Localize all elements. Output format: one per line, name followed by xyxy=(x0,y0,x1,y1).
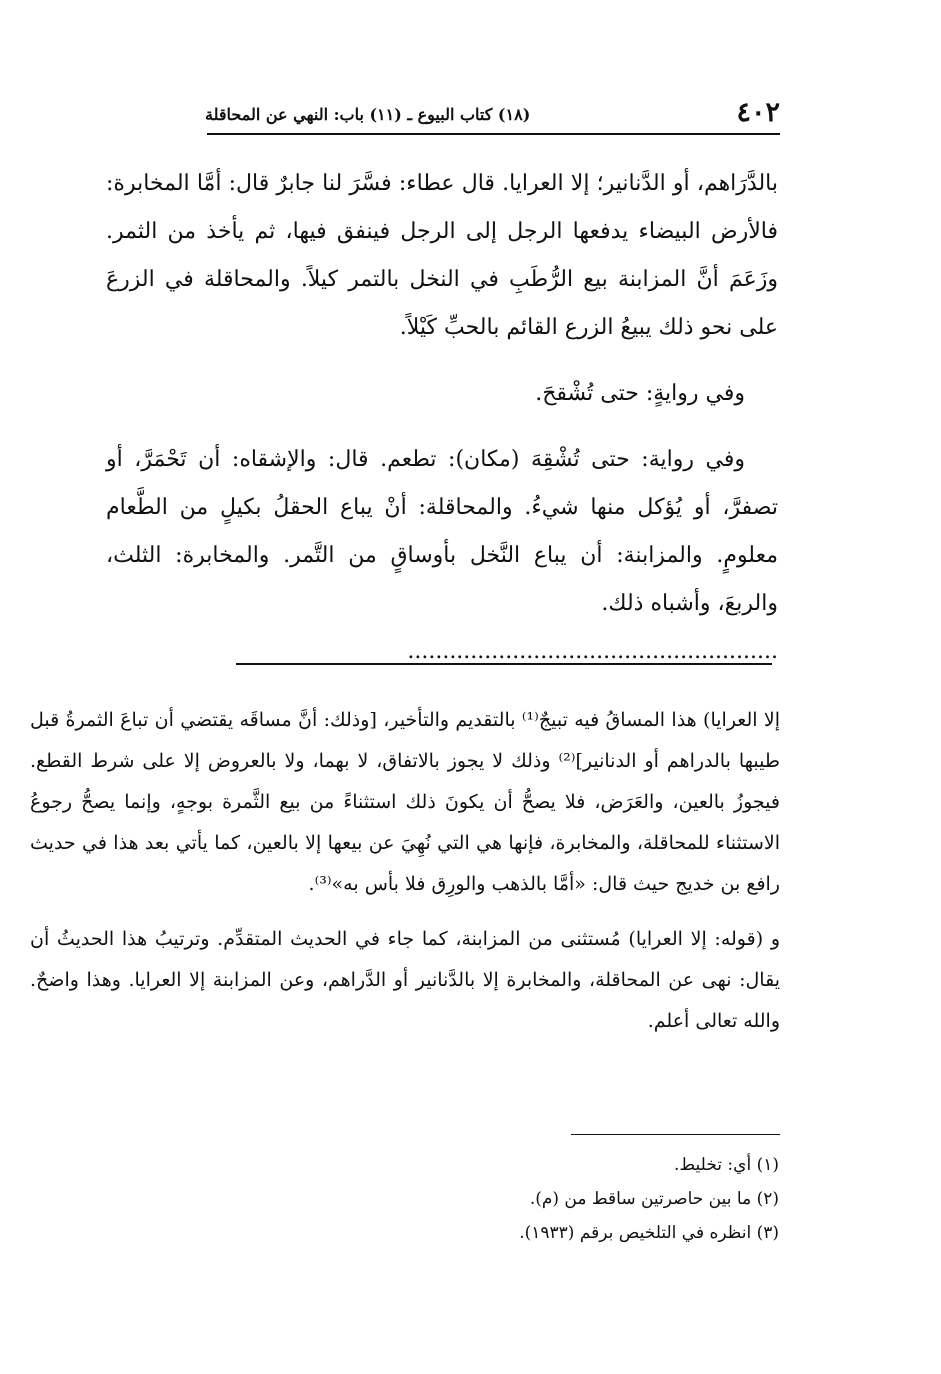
running-title: (١٨) كتاب البيوع ـ (١١) باب: النهي عن المحاقلة xyxy=(205,105,531,124)
footnotes xyxy=(179,1148,779,1250)
hadith-paragraph-2: وفي روايةٍ: حتى تُشْقحَ. xyxy=(535,381,745,406)
header-rule xyxy=(207,133,780,135)
footnote-2: (٢) ما بين حاصرتين ساقط من (م). xyxy=(529,1189,779,1209)
ellipsis-dots: ..................................................... xyxy=(407,639,778,664)
hadith-text xyxy=(106,160,778,676)
footnote-3: (٣) انظره في التلخيص برقم (١٩٣٣). xyxy=(519,1223,779,1243)
hadith-paragraph-1: بالدَّرَاهم، أو الدَّنانير؛ إلا العرايا. قال عطاء: فسَّرَ لنا جابرٌ قال: أمَّا المخابرة: فالأرض البيضاء يدفعها الرجل إلى الرجل فينفق فيها، ثم يأخذ من الثمر. وزَعَمَ أنَّ المزابنة بيع الرُّطَبِ في النخل بالتمر كيلاً. والمحاقلة في الزرعَ على نحو ذلك يبيعُ الزرع القائم بالحبِّ كَيْلاً. xyxy=(106,171,778,340)
commentary-paragraph-2: و (قوله: إلا العرايا) مُستثنى من المزابنة، كما جاء في الحديث المتقدِّم. وترتيبُ هذا الحديثُ أن يقال: نهى عن المحاقلة، والمخابرة إلا بالدَّنانير أو الدَّراهم، وعن المزابنة إلا العرايا. وهذا واضحٌ. والله تعالى أعلم. xyxy=(30,928,780,1032)
hadith-paragraph-3: وفي رواية: حتى تُشْقِهَ (مكان): تطعم. قال: والإشقاه: أن تَحْمَرَّ، أو تصفرَّ، أو يُؤكل منها شيءُ. والمحاقلة: أنْ يباع الحقلُ بكيلٍ من الطَّعام معلومٍ. والمزابنة: أن يباع النَّخل بأوساقٍ من التَّمر. والمخابرة: الثلث، والربعَ، وأشباه ذلك. xyxy=(106,447,778,616)
page-number: ٤٠٢ xyxy=(736,97,780,128)
commentary-paragraph-1: إلا العرايا) هذا المساقُ فيه تبيجٌ⁽¹⁾ بالتقديم والتأخير، [وذلك: أنَّ مساقَه يقتضي أن تباعَ الثمرةُ قبل طيبها بالدراهم أو الدنانير]⁽²⁾ وذلك لا يجوز بالاتفاق، لا بهما، ولا بالعروض إلا على شرط القطع. فيجوزُ بالعين، والعَرَض، فلا يصحُّ أن يكونَ ذلك استثناءً من بيع الثَّمرة بوجهٍ، وإنما يصحُّ رجوعُ الاستثناء للمحاقلة، والمخابرة، فإنها هي التي نُهِيَ عن بيعها إلا بالعين، كما يأتي بعد هذا في حديث رافع بن خديج حيث قال: «أمَّا بالذهب والورِق فلا بأس به»⁽³⁾. xyxy=(30,709,780,895)
page-header xyxy=(205,96,780,134)
footnote-1: (١) أي: تخليط. xyxy=(674,1155,779,1175)
footnote-rule xyxy=(571,1134,780,1135)
separator-rule xyxy=(236,663,772,665)
commentary-text xyxy=(30,700,780,1042)
